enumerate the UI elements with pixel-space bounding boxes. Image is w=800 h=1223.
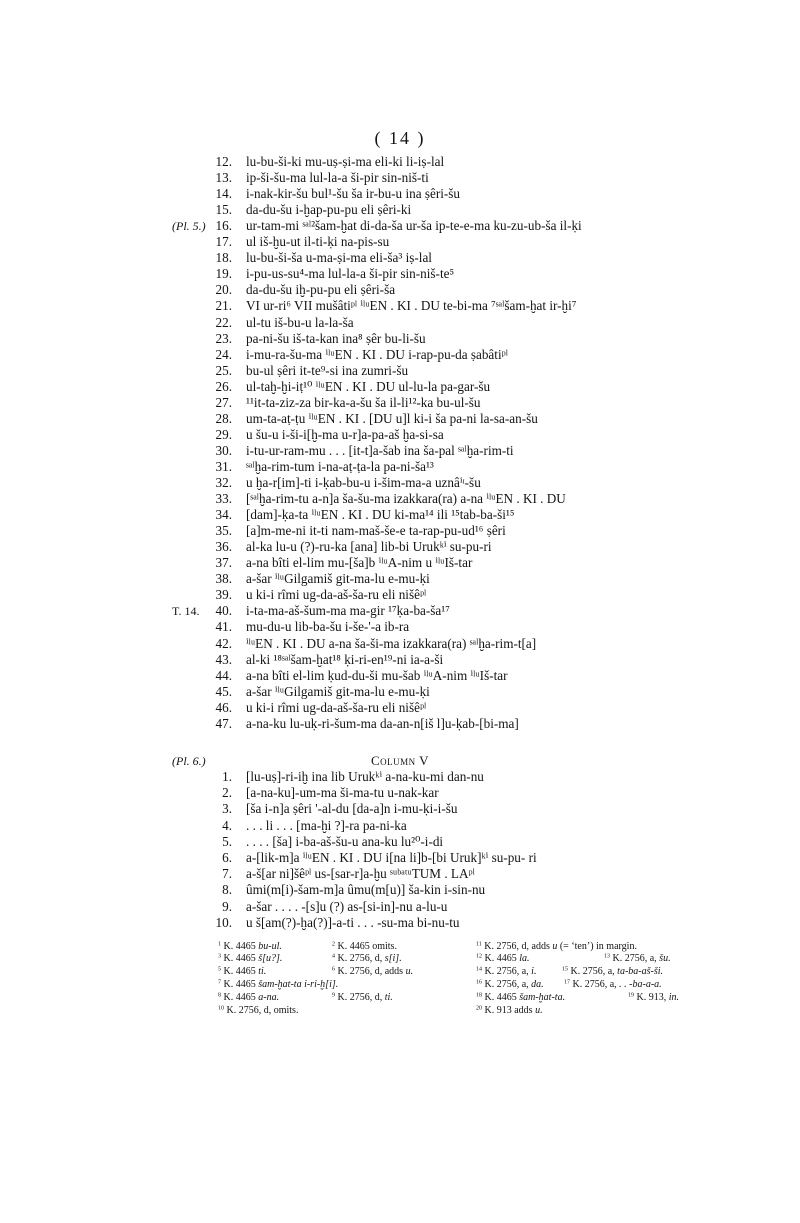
line-number: 34. [215,507,232,523]
footnote-mark: 11 [476,941,482,948]
footnote-mark: 7 [218,979,221,986]
footnote-source: K. 2756, d, [337,953,383,964]
footnote-reading: . . -ba-a-a. [619,979,662,990]
footnote-mark: 14 [476,966,482,973]
transliteration-text: [dam]-ḳa-ta ⁱˡᵘEN . KI . DU ki-ma¹⁴ ili ¹⁵tab-ba-ši¹⁵ [246,507,515,523]
footnote-reading: ti. [384,992,393,1003]
footnote-mark: 3 [218,953,221,960]
line-number: 40. [215,603,232,619]
transliteration-text: a-šar . . . . -[s]u (?) as-[si-in]-nu a-lu-u [246,898,448,914]
line-number: 19. [215,266,232,282]
footnote-source: K. 913, [636,992,667,1003]
footnote [564,978,662,991]
line-number: 4. [222,817,232,833]
line-number: 27. [215,394,232,410]
line-number: 15. [215,202,232,218]
footnote [332,952,402,965]
footnote-reading: šu. [659,953,671,964]
footnote-mark: 1 [218,941,221,948]
line-number: 44. [215,667,232,683]
transliteration-text: bu-ul ṣêri it-te⁹-si ina zumri-šu [246,362,409,378]
footnote-mark: 2 [332,941,335,948]
line-number: 32. [215,475,232,490]
transliteration-text: al-ka lu-u (?)-ru-ka [ana] lib-bi Urukᵏⁱ su-pu-ri [246,539,492,555]
transliteration-text: [a]m-me-ni it-ti nam-maš-še-e ta-rap-pu-ud¹⁶ ṣêri [246,523,506,539]
footnote-source: K. 2756, a, [484,966,529,977]
footnote [218,952,282,965]
transliteration-text: [ša i-n]a ṣêri '-al-du [da-a]n i-mu-ḳi-i-šu [246,801,458,817]
transliteration-text: u ki-i rîmi ug-da-aš-ša-ru eli nišêᵖˡ [246,587,427,603]
footnote [562,965,663,978]
footnote-reading: š[u?]. [258,953,283,964]
footnote [332,991,393,1004]
transliteration-text: ip-ši-šu-ma lul-la-a ši-pir sin-niš-ti [246,170,429,186]
line-number: 13. [215,170,232,186]
transliteration-text: a-na bîti el-lim mu-[ša]b ⁱˡᵘA-nim u ⁱˡᵘIš-tar [246,555,473,571]
transliteration-text: . . . li . . . [ma-ḫi ?]-ra pa-ni-ka [246,817,407,833]
footnote-source: K. 2756, d, [337,992,383,1003]
footnote-mark: 16 [476,979,482,986]
line-number: 14. [215,186,232,202]
transliteration-text: i-nak-kir-šu bul¹-šu ša ir-bu-u ina ṣêri-šu [246,186,461,202]
footnote-source: K. 2756, a, [572,979,617,990]
line-number: 2. [222,785,232,801]
line-number: 39. [215,587,232,603]
footnote-mark: 10 [218,1005,224,1012]
footnote-mark: 5 [218,966,221,973]
line-number: 16. [215,218,232,234]
footnote-reading: i. [531,966,537,977]
transliteration-text: i-tu-ur-ram-mu . . . [it-t]a-šab ina ša-pal ˢᵃˡḫa-rim-ti [246,442,514,458]
transliteration-text: mu-du-u lib-ba-šu i-še-'-a ib-ra [246,619,410,635]
transliteration-text: lu-bu-ši-ki mu-uṣ-ṣi-ma eli-ki li-iṣ-lal [246,154,445,169]
transliteration-text: da-du-šu i-ḫap-pu-pu eli ṣêri-ki [246,202,412,218]
footnote-mark: 15 [562,966,568,973]
transliteration-text: u šu-u i-ši-i[ḫ-ma u-r]a-pa-aš ḫa-si-sa [246,426,444,442]
line-number: 26. [215,378,232,394]
footnote-reading: bu-ul. [258,941,282,952]
line-number: 43. [215,651,232,667]
line-number: 35. [215,523,232,539]
page-number: ( 14 ) [374,128,426,148]
footnote-reading: da. [531,979,544,990]
footnote-source: K. 4465 [223,953,256,964]
line-number: 9. [222,898,232,914]
footnote-reading: u. [535,1005,543,1016]
transliteration-text: i-pu-us-su⁴-ma lul-la-a ši-pir sin-niš-te⁵ [246,266,455,282]
transliteration-text: [a-na-ku]-um-ma ši-ma-tu u-nak-kar [246,785,439,801]
footnote [476,978,544,991]
footnote-reading: in. [668,992,680,1003]
transliteration-text: ur-tam-mi ˢᵃˡ²šam-ḫat di-da-ša ur-ša ip-te-e-ma ku-zu-ub-ša il-ḳi [246,218,582,234]
line-number: 25. [215,362,232,378]
line-number: 47. [215,715,232,731]
line-number: 28. [215,410,232,426]
line-number: 24. [215,346,232,362]
footnote-reading: la. [519,953,530,964]
line-number: 22. [215,314,232,330]
transliteration-text: ul-tu iš-bu-u la-la-ša [246,314,354,330]
transliteration-text: a-šar ⁱˡᵘGilgamiš git-ma-lu e-mu-ḳi [246,683,430,699]
footnote-source: K. 2756, a, [612,953,657,964]
footnote-reading: ta-ba-aš-ši. [617,966,664,977]
footnote-mark: 18 [476,992,482,999]
footnote [332,965,413,978]
footnote-reading: šam-ḫat-ta. [519,992,566,1003]
plate-reference: (Pl. 6.) [172,754,206,768]
footnote [218,978,338,991]
footnote-reading: u. [405,966,414,977]
line-number: 45. [215,683,232,699]
transliteration-text: a-[lik-m]a ⁱˡᵘEN . KI . DU i[na li]b-[bi Uruk]ᵏⁱ su-pu- ri [246,850,537,865]
transliteration-text: um-ta-aṭ-ṭu ⁱˡᵘEN . KI . [DU u]l ki-i ša pa-ni la-sa-an-šu [246,410,538,426]
transliteration-text: VI ur-ri⁶ VII mušâtiᵖˡ ⁱˡᵘEN . KI . DU te-bi-ma ⁷ˢᵃˡšam-ḫat ir-ḫi⁷ [246,298,577,314]
footnote [476,965,536,978]
footnote-reading: šam-ḫat-ta i-ri-ḫ[i]. [258,979,339,990]
footnote-source: K. 4465 [223,966,256,977]
line-number: 30. [215,442,232,458]
line-number: 20. [215,282,232,298]
footnote [476,952,530,965]
footnote-mark: 9 [332,992,335,999]
transliteration-text: da-du-šu iḫ-pu-pu eli ṣêri-ša [246,282,396,298]
footnote-source: K. 4465 [223,941,256,952]
footnote-source: K. 4465 omits. [337,941,397,952]
footnote [476,991,565,1004]
footnote-source: K. 2756, d, adds [337,966,404,977]
transliteration-text: ûmi(m[i)-šam-m]a ûmu(m[u)] ša-kin i-sin-nu [246,882,486,898]
footnote [604,952,671,965]
line-number: 6. [222,850,232,865]
footnote-mark: 19 [628,992,634,999]
transliteration-text: u ki-i rîmi ug-da-aš-ša-ru eli nišêᵖˡ [246,699,427,715]
footnote-source: K. 4465 [223,992,256,1003]
line-number: 33. [215,491,232,507]
footnote-mark: 12 [476,953,482,960]
footnote-source: K. 2756, a, [570,966,615,977]
line-number: 12. [215,154,232,169]
line-number: 7. [222,866,232,882]
footnote [628,991,679,1004]
footnote-reading: s[i]. [384,953,402,964]
footnote-mark: 4 [332,953,335,960]
margin-reference: T. 14. [172,604,200,619]
line-number: 10. [215,914,232,930]
transliteration-text: a-na bîti el-lim ḳud-du-ši mu-šab ⁱˡᵘA-nim ⁱˡᵘIš-tar [246,667,508,683]
transliteration-text: ˢᵃˡḫa-rim-tum i-na-aṭ-ṭa-la pa-ni-ša¹³ [246,458,434,474]
transliteration-text: ¹¹it-ta-ziz-za bir-ka-a-šu ša il-li¹²-ka bu-ul-šu [246,394,481,410]
footnote [218,965,266,978]
line-number: 29. [215,426,232,442]
transliteration-text: u š[am(?)-ḫa(?)]-a-ti . . . -su-ma bi-nu-tu [246,914,460,930]
transliteration-text: ⁱˡᵘEN . KI . DU a-na ša-ši-ma izakkara(ra) ˢᵃˡḫa-rim-t[a] [246,635,537,651]
footnote-source: K. 4465 [484,953,517,964]
footnote-mark: 8 [218,992,221,999]
margin-reference: (Pl. 5.) [172,219,206,234]
footnote-reading: u [552,941,558,952]
line-number: 36. [215,539,232,555]
footnote-mark: 6 [332,966,335,973]
transliteration-text: a-š[ar ni]šêᵖˡ us-[sar-r]a-ḫu ˢᵘᵇᵃᵗᵘTUM . LAᵖˡ [246,866,475,882]
line-number: 23. [215,330,232,346]
transliteration-text: ul iš-ḫu-ut il-ti-ḳi na-pis-su [246,234,390,250]
footnote [218,1004,298,1017]
transliteration-text: pa-ni-šu iš-ta-kan ina⁸ ṣêr bu-li-šu [246,330,426,346]
footnote [476,1004,543,1017]
line-number: 5. [222,833,232,849]
footnote-source: K. 4465 [484,992,517,1003]
transliteration-text: [lu-uṣ]-ri-iḫ ina lib Urukᵏⁱ a-na-ku-mi dan-nu [246,769,484,784]
transliteration-text: ul-taḫ-ḫi-iṭ¹⁰ ⁱˡᵘEN . KI . DU ul-lu-la pa-gar-šu [246,378,491,394]
footnote-source: K. 2756, d, omits. [226,1005,299,1016]
line-number: 8. [222,882,232,898]
column-heading: Column V [370,753,430,768]
transliteration-text: al-ki ¹⁸ˢᵃˡšam-ḫat¹⁸ ḳi-ri-en¹⁹-ni ia-a-ši [246,651,444,667]
footnote-note: (= ‘ten’) in margin. [559,941,637,952]
line-number: 46. [215,699,232,715]
transliteration-text: i-ta-ma-aš-šum-ma ma-gir ¹⁷ḳa-ba-ša¹⁷ [246,603,450,619]
transliteration-text: u ḫa-r[im]-ti i-ḳab-bu-u i-šim-ma-a uznâⁱᶦ-šu [246,475,481,490]
footnote-mark: 17 [564,979,570,986]
transliteration-text: i-mu-ra-šu-ma ⁱˡᵘEN . KI . DU i-rap-pu-da ṣabâtiᵖˡ [246,346,508,362]
line-number: 18. [215,250,232,266]
transliteration-text: lu-bu-ši-ša u-ma-ṣi-ma eli-ša³ iṣ-lal [246,250,432,266]
line-number: 37. [215,555,232,571]
line-number: 21. [215,298,232,314]
footnote-source: K. 4465 [223,979,256,990]
footnote-mark: 13 [604,953,610,960]
line-number: 41. [215,619,232,635]
footnote-reading: a-na. [258,992,280,1003]
line-number: 38. [215,571,232,587]
footnote-source: K. 2756, a, [484,979,529,990]
line-number: 3. [222,801,232,817]
footnote-source: K. 2756, d, adds [484,941,550,952]
transliteration-text: [ˢᵃˡḫa-rim-tu a-n]a ša-šu-ma izakkara(ra) a-na ⁱˡᵘEN . KI . DU [246,491,566,507]
line-number: 17. [215,234,232,250]
line-number: 31. [215,458,232,474]
footnote-reading: ti. [258,966,267,977]
footnote-source: K. 913 adds [484,1005,533,1016]
footnote [218,991,279,1004]
transliteration-text: a-na-ku lu-uḳ-ri-šum-ma da-an-n[iš l]u-ḳab-[bi-ma] [246,715,519,731]
line-number: 42. [215,635,232,651]
transliteration-text: . . . . [ša] i-ba-aš-šu-u ana-ku lu²⁰-i-di [246,833,444,849]
footnote-mark: 20 [476,1005,482,1012]
transliteration-text: a-šar ⁱˡᵘGilgamiš git-ma-lu e-mu-ḳi [246,571,430,587]
line-number: 1. [222,769,232,784]
